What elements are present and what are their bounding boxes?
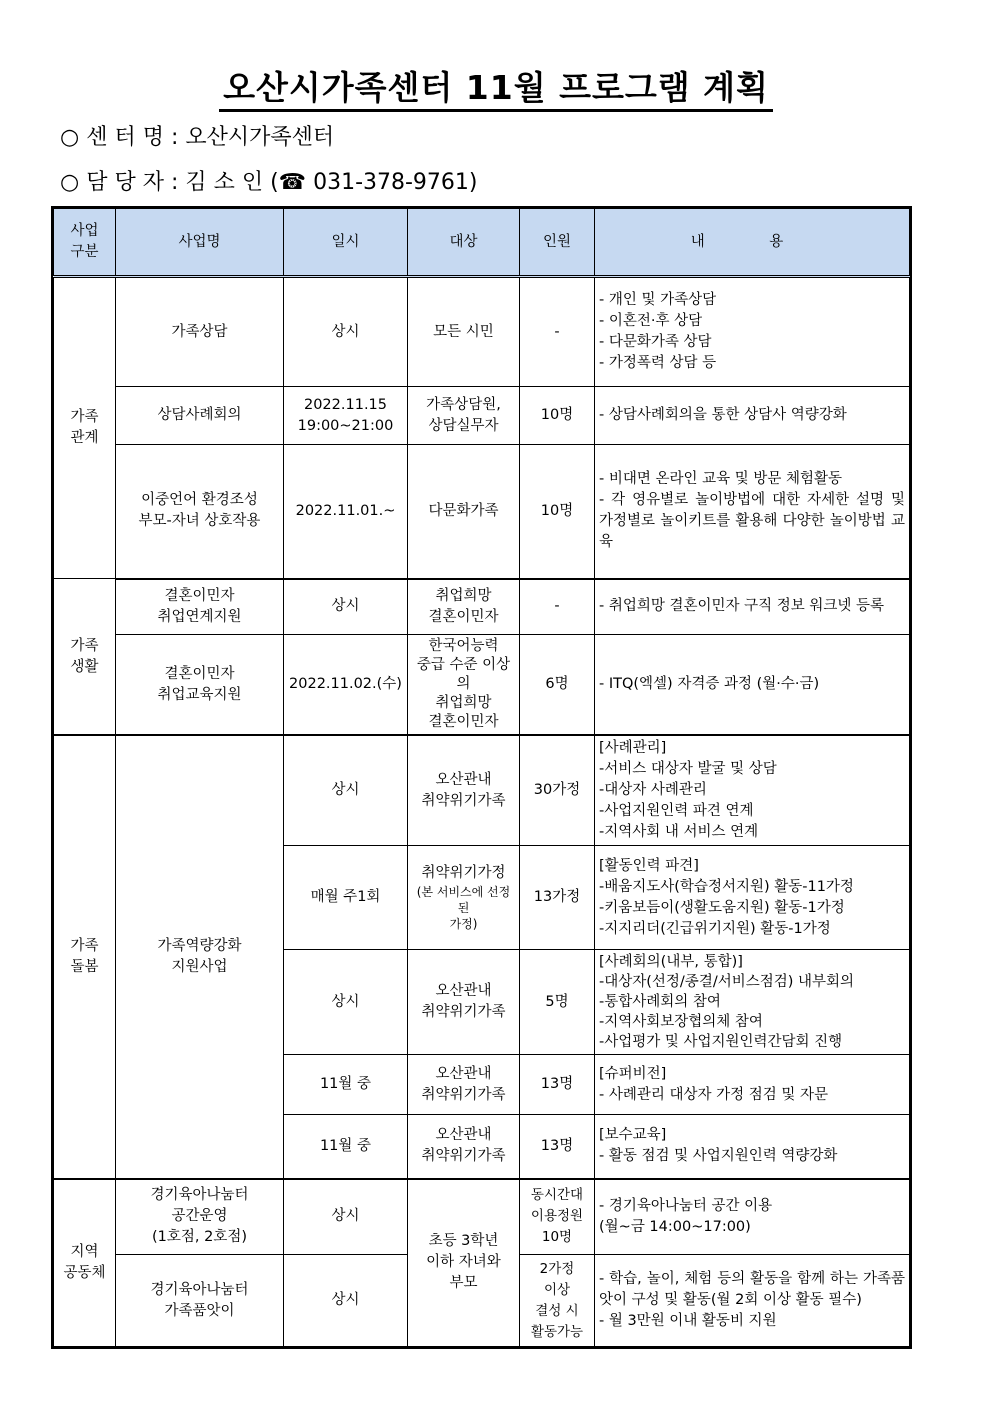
- count-cell: 13가정: [520, 846, 595, 950]
- content-cell: - 상담사례회의을 통한 상담사 역량강화: [595, 387, 910, 445]
- date-cell: 상시: [284, 1255, 408, 1347]
- table-row: [54, 1179, 910, 1255]
- content-cell: - ITQ(엑셀) 자격증 과정 (월·수·금): [595, 635, 910, 736]
- count-cell: 13명: [520, 1055, 595, 1115]
- header-count: 인원: [520, 209, 595, 277]
- date-cell: 상시: [284, 579, 408, 635]
- table-row: [54, 387, 910, 445]
- category-cell: 가족 돌봄: [54, 735, 116, 1179]
- program-cell: 가족역량강화 지원사업: [116, 735, 284, 1179]
- content-cell: [활동인력 파견] -배움지도사(학습정서지원) 활동-11가정 -키움보듬이(생활도움지원) 활동-1가정 -지지리더(긴급위기지원) 활동-1가정: [595, 846, 910, 950]
- manager-label: 담 당 자 :: [86, 170, 179, 195]
- program-cell: 경기육아나눔터 가족품앗이: [116, 1255, 284, 1347]
- table-row: [54, 277, 910, 387]
- category-cell: 가족 생활: [54, 579, 116, 736]
- date-cell: 2022.11.02.(수): [284, 635, 408, 736]
- table-row: [54, 735, 910, 846]
- program-table: [53, 208, 910, 1347]
- header-category: 사업 구분: [54, 209, 116, 277]
- date-cell: 매월 주1회: [284, 846, 408, 950]
- target-cell: 가족상담원, 상담실무자: [408, 387, 520, 445]
- table-row: [54, 635, 910, 736]
- count-cell: 10명: [520, 387, 595, 445]
- program-cell: 결혼이민자 취업교육지원: [116, 635, 284, 736]
- content-cell: - 비대면 온라인 교육 및 방문 체험활동 - 각 영유별로 놀이방법에 대한 자세한 설명 및 가정별로 놀이키트를 활용해 다양한 놀이방법 교육: [595, 445, 910, 579]
- date-cell: 상시: [284, 277, 408, 387]
- count-cell: 동시간대 이용정원 10명: [520, 1179, 595, 1255]
- date-cell: 2022.11.01.~: [284, 445, 408, 579]
- target-cell: 오산관내 취약위기가족: [408, 1055, 520, 1115]
- target-cell: [408, 846, 520, 950]
- program-cell: 가족상담: [116, 277, 284, 387]
- page-title: 오산시가족센터 11월 프로그램 계획: [0, 62, 992, 109]
- category-cell: 가족 관계: [54, 277, 116, 579]
- target-cell: 다문화가족: [408, 445, 520, 579]
- center-name-line: [60, 120, 334, 151]
- target-cell: 초등 3학년 이하 자녀와 부모: [408, 1179, 520, 1347]
- date-cell: 상시: [284, 950, 408, 1055]
- header-target: 대상: [408, 209, 520, 277]
- count-cell: -: [520, 277, 595, 387]
- center-label: 센 터 명 :: [86, 125, 179, 150]
- table-header-row: [54, 209, 910, 277]
- target-cell: 모든 시민: [408, 277, 520, 387]
- target-cell: 오산관내 취약위기가족: [408, 950, 520, 1055]
- count-cell: 30가정: [520, 735, 595, 846]
- count-cell: 13명: [520, 1115, 595, 1179]
- date-cell: 2022.11.15 19:00~21:00: [284, 387, 408, 445]
- count-cell: 2가정 이상 결성 시 활동가능: [520, 1255, 595, 1347]
- program-cell: 상담사례회의: [116, 387, 284, 445]
- target-cell: 취업희망 결혼이민자: [408, 579, 520, 635]
- content-cell: - 경기육아나눔터 공간 이용 (월~금 14:00~17:00): [595, 1179, 910, 1255]
- content-cell: [사례관리] -서비스 대상자 발굴 및 상담 -대상자 사례관리 -사업지원인력 파견 연계 -지역사회 내 서비스 연계: [595, 735, 910, 846]
- target-note: (본 서비스에 선정된 가정): [416, 885, 511, 931]
- content-cell: - 취업희망 결혼이민자 구직 정보 워크넷 등록: [595, 579, 910, 635]
- category-cell: 지역 공동체: [54, 1179, 116, 1347]
- table-row: [54, 579, 910, 635]
- content-cell: [슈퍼비전] - 사례관리 대상자 가정 점검 및 자문: [595, 1055, 910, 1115]
- header-date: 일시: [284, 209, 408, 277]
- date-cell: 11월 중: [284, 1055, 408, 1115]
- content-cell: - 개인 및 가족상담 - 이혼전·후 상담 - 다문화가족 상담 - 가정폭력 상담 등: [595, 277, 910, 387]
- bullet-icon: ○: [60, 170, 80, 195]
- program-cell: 결혼이민자 취업연계지원: [116, 579, 284, 635]
- content-cell: [보수교육] - 활동 점검 및 사업지원인력 역량강화: [595, 1115, 910, 1179]
- target-cell: 오산관내 취약위기가족: [408, 735, 520, 846]
- content-cell: [사례회의(내부, 통합)] -대상자(선정/종결/서비스점검) 내부회의 -통합사례회의 참여 -지역사회보장협의체 참여 -사업평가 및 사업지원인력간담회 진행: [595, 950, 910, 1055]
- target-cell: 한국어능력 중급 수준 이상의 취업희망 결혼이민자: [408, 635, 520, 736]
- count-cell: 5명: [520, 950, 595, 1055]
- target-text: 취약위기가정: [421, 865, 506, 881]
- table-row: [54, 445, 910, 579]
- program-cell: 이중언어 환경조성 부모-자녀 상호작용: [116, 445, 284, 579]
- count-cell: 6명: [520, 635, 595, 736]
- header-program: 사업명: [116, 209, 284, 277]
- count-cell: 10명: [520, 445, 595, 579]
- bullet-icon: ○: [60, 125, 80, 150]
- manager-line: [60, 165, 478, 196]
- center-value: 오산시가족센터: [185, 125, 335, 150]
- date-cell: 상시: [284, 735, 408, 846]
- header-content: 내 용: [595, 209, 910, 277]
- manager-value: 김 소 인 (☎ 031-378-9761): [185, 170, 478, 195]
- program-cell: 경기육아나눔터 공간운영 (1호점, 2호점): [116, 1179, 284, 1255]
- date-cell: 11월 중: [284, 1115, 408, 1179]
- content-cell: - 학습, 놀이, 체험 등의 활동을 함께 하는 가족품앗이 구성 및 활동(월 2회 이상 활동 필수) - 월 3만원 이내 활동비 지원: [595, 1255, 910, 1347]
- target-cell: 오산관내 취약위기가족: [408, 1115, 520, 1179]
- count-cell: -: [520, 579, 595, 635]
- date-cell: 상시: [284, 1179, 408, 1255]
